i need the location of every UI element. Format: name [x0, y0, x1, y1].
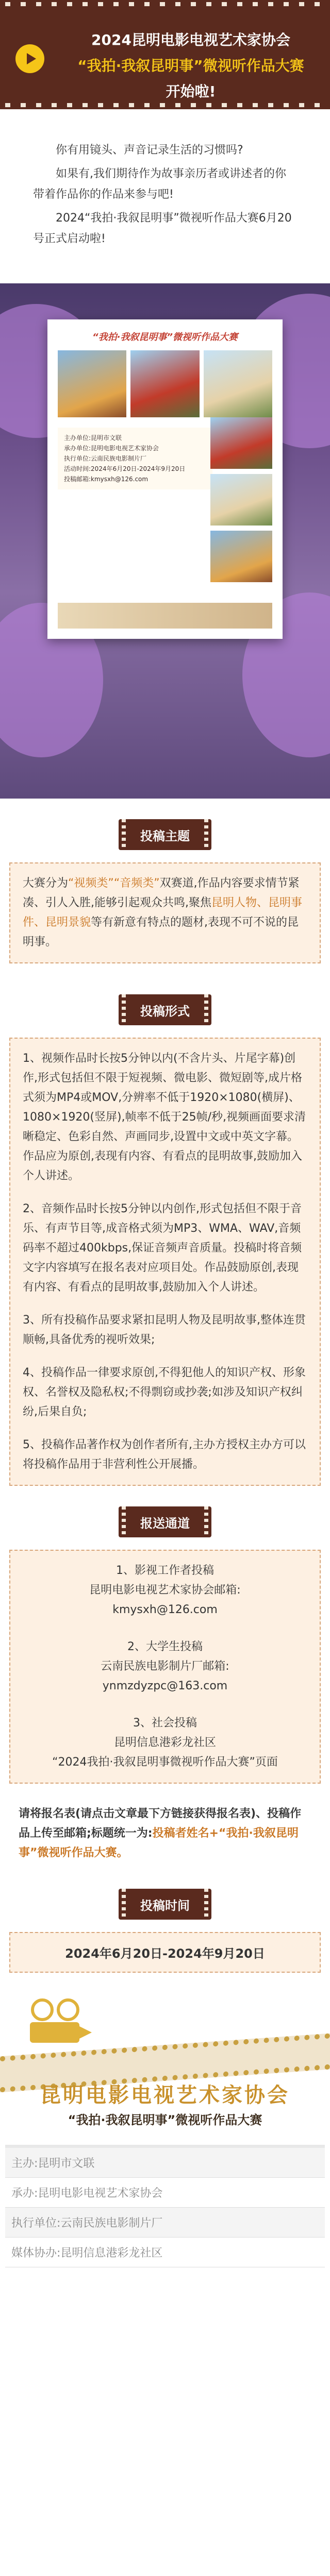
header-title-line1: 2024昆明电影电视艺术家协会: [91, 31, 290, 48]
poster-photo: [210, 474, 272, 526]
theme-highlight: “音频类”: [113, 877, 160, 890]
format-rule: 2、音频作品时长按5分钟以内创作,形式包括但不限于音乐、有声节目等,成音格式须为MP3、WMA、WAV,音频码率不超过400kbps,保证音频声音质量。投稿时将音频文字内容填写在报名表对应项目处。作品鼓励原创,表现有内容、有看点的昆明故事,鼓励加入个人讲述。: [23, 1202, 302, 1294]
section-title-theme: 投稿主题: [119, 819, 211, 850]
format-rule: 3、所有投稿作品要求紧扣昆明人物及昆明故事,整体连贯顺畅,具备优秀的视听效果;: [23, 1314, 306, 1346]
poster-photo-side: [210, 417, 272, 582]
note-highlight: 投稿者姓名+“我拍·我叙昆明事”微视听作品大赛。: [19, 1827, 299, 1859]
theme-text: 等有新意有特点的题材,表现不可不说的昆明事。: [23, 916, 299, 948]
theme-text: 双赛道,作品内容要求情节紧凑、引人入胜,能够引起观众共鸣,聚焦: [23, 877, 300, 909]
credits-table: [0, 2148, 330, 2267]
credit-key: 主办:: [11, 2157, 38, 2170]
channel-name: 1、影视工作者投稿: [116, 1564, 214, 1577]
channel-name: 2、大学生投稿: [127, 1640, 203, 1653]
poster-photo: [130, 350, 199, 417]
credit-row: [5, 2178, 325, 2208]
channel-block: [23, 1637, 307, 1696]
poster-info-line: 主办单位:昆明市文联: [64, 434, 122, 442]
credit-value: 昆明信息港彩龙社区: [60, 2247, 163, 2260]
format-box: [9, 1038, 321, 1486]
channel-org: 昆明信息港彩龙社区: [113, 1736, 216, 1749]
format-rule: 4、投稿作品一律要求原创,不得犯他人的知识产权、形象权、名誉权及隐私权;不得剽窃或抄袭;如涉及知识产权纠纷,后果自负;: [23, 1366, 306, 1418]
film-camera-icon: [26, 1998, 88, 2045]
credit-key: 执行单位:: [11, 2217, 61, 2230]
credit-key: 媒体协办:: [11, 2247, 61, 2260]
format-rule: 1、视频作品时长按5分钟以内(不含片头、片尾字幕)创作,形式包括但不限于短视频、微电影、微短剧等,成片格式须为MP4或MOV,分辨率不低于1920×1080(横屏)、1080×1920(竖屏),帧率不低于25帧/秒,视频画面要求清晰稳定、色彩自然、声画同步,设置中文或中英文字幕。作品应为原创,表现有内容、有看点的昆明故事,鼓励加入个人讲述。: [23, 1052, 306, 1182]
channel-box: [9, 1550, 321, 1784]
poster-title: “我拍·我叙昆明事”微视听作品大赛: [92, 332, 238, 343]
poster-card: [47, 319, 283, 639]
poster-info-line: 承办单位:昆明电影电视艺术家协会: [64, 445, 159, 452]
poster-photo-row: [58, 350, 272, 417]
poster-photo: [210, 531, 272, 582]
section-title-time: 投稿时间: [119, 1889, 211, 1920]
credit-value: 昆明电影电视艺术家协会: [38, 2187, 163, 2200]
poster-photo: [204, 350, 272, 417]
association-logo: [0, 1988, 330, 2132]
theme-highlight: 昆明人物、昆明事件、昆明景貌: [23, 896, 303, 929]
intro-paragraph: 你有用镜头、声音记录生活的习惯吗?: [56, 144, 243, 157]
intro-text: [0, 109, 330, 273]
theme-highlight: “视频类”: [68, 877, 114, 890]
play-icon: [15, 44, 44, 73]
bottom-padding: [0, 2267, 330, 2298]
channel-email-link[interactable]: kmysxh@126.com: [112, 1603, 218, 1616]
poster-info-line: 活动时间:2024年6月20日-2024年9月20日: [64, 465, 186, 472]
theme-text: 大赛分为: [23, 877, 69, 890]
credit-row: [5, 2148, 325, 2178]
header-title-line2: “我拍·我叙昆明事”微视听作品大赛: [77, 57, 304, 74]
format-rule: 5、投稿作品著作权为创作者所有,主办方授权主办方可以将投稿作品用于非营利性公开展播。: [23, 1438, 306, 1471]
poster-photo: [58, 350, 126, 417]
header-title-line3: 开始啦!: [166, 83, 216, 100]
intro-paragraph: 如果有,我们期待作为故事亲历者或讲述者的你带着作品你的作品来参与吧!: [33, 167, 286, 201]
submission-note: [0, 1784, 330, 1868]
channel-name: 3、社会投稿: [133, 1717, 197, 1730]
date-range: 2024年6月20日-2024年9月20日: [9, 1932, 321, 1973]
logo-subtitle: “我拍·我叙昆明事”微视听作品大赛: [68, 2113, 262, 2127]
poster-info-line: 投稿邮箱:kmysxh@126.com: [64, 476, 148, 483]
channel-org: 昆明电影电视艺术家协会邮箱:: [89, 1584, 241, 1597]
theme-box: [9, 862, 321, 963]
film-strip-bottom: [0, 101, 330, 109]
poster-image: [0, 283, 330, 799]
poster-photo: [210, 417, 272, 469]
note-text: 请将报名表(请点击文章最下方链接获得报名表)、投稿作品上传至邮箱;标题统一为:: [19, 1807, 302, 1840]
credit-value: 昆明市文联: [38, 2157, 95, 2170]
channel-page-link[interactable]: “2024我拍·我叙昆明事微视听作品大赛”页面: [52, 1756, 278, 1769]
credit-row: [5, 2208, 325, 2238]
poster-info-line: 执行单位:云南民族电影制片厂: [64, 455, 147, 462]
intro-paragraph: 2024“我拍·我叙昆明事”微视听作品大赛6月20号正式启动啦!: [33, 212, 292, 245]
credit-key: 承办:: [11, 2187, 38, 2200]
channel-block: [23, 1561, 307, 1620]
section-title-channel: 报送通道: [119, 1506, 211, 1537]
credit-value: 云南民族电影制片厂: [60, 2217, 163, 2230]
header-banner: [0, 8, 330, 101]
channel-email-link[interactable]: ynmzdyzpc@163.com: [102, 1680, 228, 1692]
channel-block: [23, 1714, 307, 1772]
channel-org: 云南民族电影制片厂邮箱:: [101, 1660, 229, 1673]
poster-bottom-strip: [58, 603, 272, 629]
film-strip-top: [0, 0, 330, 8]
section-title-format: 投稿形式: [119, 994, 211, 1025]
logo-name: 昆明电影电视艺术家协会: [40, 2083, 290, 2107]
poster-info: [58, 428, 212, 489]
credit-row: [5, 2238, 325, 2267]
